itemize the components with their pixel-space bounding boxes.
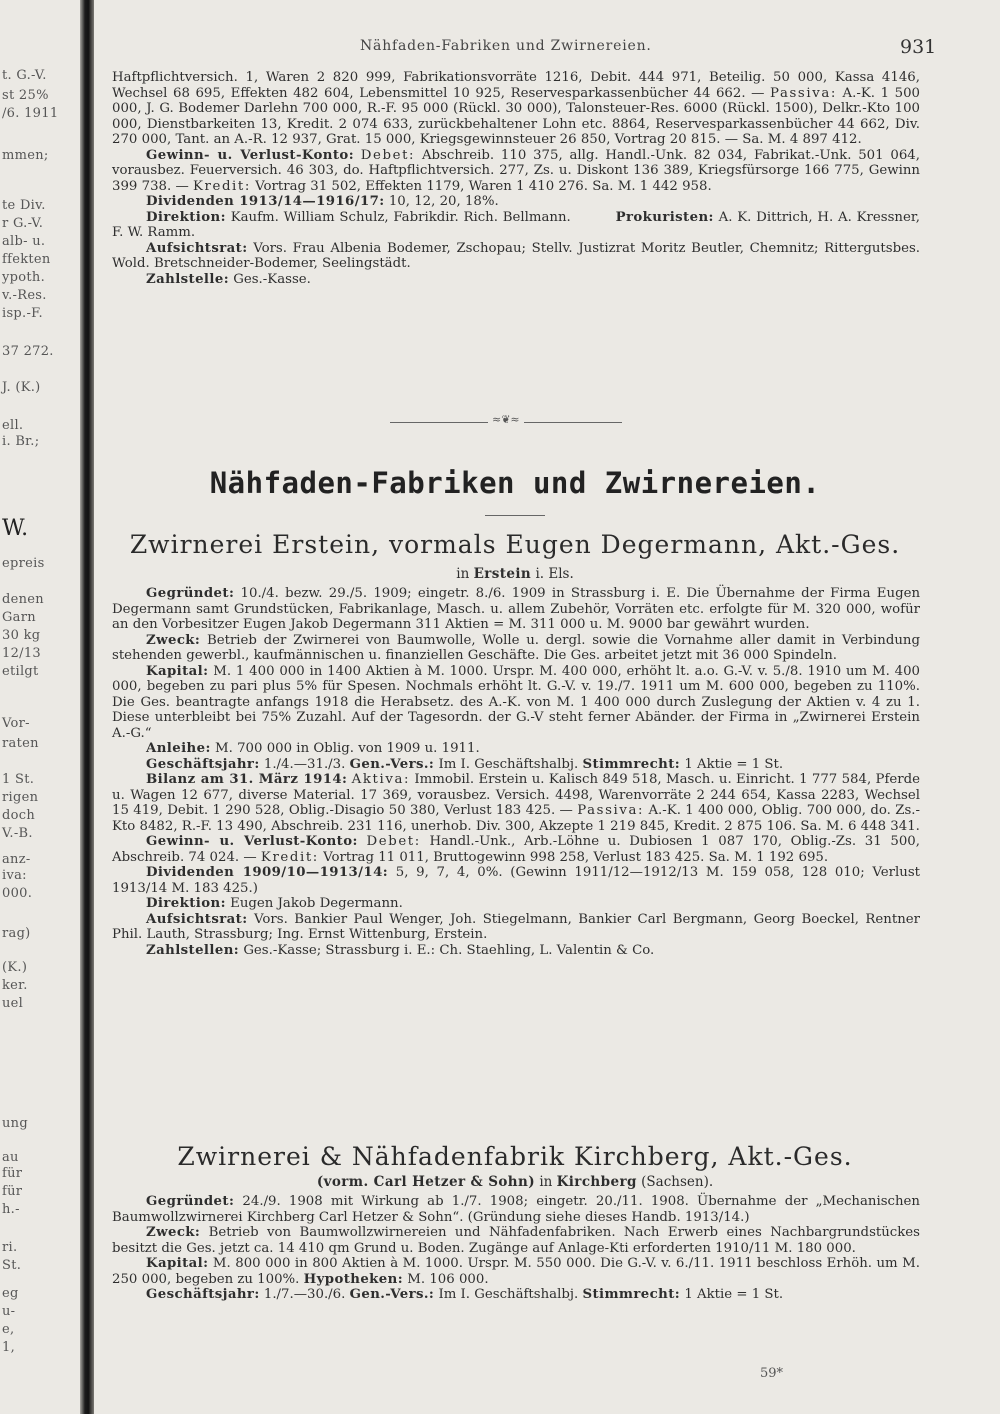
gutter-fragment: Garn — [2, 610, 36, 625]
general-meeting-text: Im I. Geschäftshalbj. — [438, 1287, 579, 1302]
signature-mark: 59* — [760, 1366, 784, 1381]
gutter-fragment: denen — [2, 592, 44, 607]
gutter-fragment: 1 St. — [2, 772, 35, 787]
paying-agents-text: Ges.-Kasse; Strassburg i. E.: Ch. Staehling, L. Valentin & Co. — [243, 942, 655, 958]
ornament-icon: ≈❦≈ — [492, 413, 520, 426]
gutter-fragment: rag) — [2, 926, 31, 941]
ornament-rule-right — [524, 422, 622, 423]
gutter-fragment: eg — [2, 1286, 19, 1301]
supervisory-board-label: Aufsichtsrat: — [146, 911, 248, 927]
gutter-fragment: v.-Res. — [2, 288, 47, 303]
paying-agent-text: Ges.-Kasse. — [233, 271, 311, 287]
gutter-fragment: ung — [2, 1116, 28, 1131]
gutter-fragment: isp.-F. — [2, 306, 43, 321]
capital-label: Kapital: — [146, 1256, 209, 1271]
gutter-fragment: au — [2, 1150, 19, 1165]
purpose-text: Betrieb der Zwirnerei von Baumwolle, Wolle u. dergl. sowie die Vornahme aller damit in Verbindung stehenden gewerbl., kaufmännischen u. finanziellen Geschäfte. Die Ges. arbeitet jetzt mit 36 000 Spindeln. — [112, 632, 921, 663]
short-rule — [485, 515, 545, 516]
founded-text: 24./9. 1908 mit Wirkung ab 1./7. 1908; eingetr. 20./11. 1908. Übernahme der „Mechanischen Baumwollzwirnerei Kirchberg Carl Hetzer & Sohn“. (Gründung siehe dieses Handb. 1913/14.) — [112, 1194, 920, 1225]
purpose-text: Betrieb von Baumwollzwirnereien und Nähfadenfabriken. Nach Erwerb eines Nachbargrundstückes besitzt die Ges. jetzt ca. 14 410 qm Grund u. Boden. Zugänge auf Anlage-Kti erforderten 1910/11 M. 180 000. — [112, 1225, 921, 1256]
gutter-fragment: ypoth. — [2, 270, 46, 285]
voting-right-text: 1 Aktie = 1 St. — [684, 1287, 784, 1302]
gutter-fragment: alb- u. — [2, 234, 46, 249]
fiscal-year-label: Geschäftsjahr: — [146, 1287, 260, 1302]
ornament-rule-left — [390, 422, 488, 423]
gutter-fragment: raten — [2, 736, 39, 751]
company-1-entry — [112, 586, 920, 958]
management-text: Eugen Jakob Degermann. — [230, 896, 403, 911]
dividends-label: Dividenden 1913/14—1916/17: — [146, 194, 385, 209]
passiva-label: Passiva: — [770, 85, 837, 101]
credit-text: Vortrag 31 502, Effekten 1179, Waren 1 410 276. Sa. M. 1 442 958. — [255, 178, 712, 194]
gutter-fragment: V.-B. — [2, 826, 33, 841]
procurists-text: A. K. Dittrich, H. A. Kressner, F. W. Ramm. — [112, 209, 920, 240]
gutter-fragment: ffekten — [2, 252, 51, 267]
loan-text: M. 700 000 in Oblig. von 1909 u. 1911. — [215, 741, 480, 756]
gutter-fragment: St. — [2, 1258, 22, 1273]
loan-label: Anleihe: — [146, 741, 211, 756]
gutter-fragment: e, — [2, 1322, 15, 1337]
procurists-label: Prokuristen: — [615, 209, 714, 225]
company-1-name: Zwirnerei Erstein, vormals Eugen Degermann, Akt.-Ges. — [129, 530, 901, 559]
gutter-fragment: doch — [2, 808, 36, 823]
supervisory-board-text: Vors. Bankier Paul Wenger, Joh. Stiegelmann, Bankier Carl Bergmann, Georg Boeckel, Rentner Phil. Lauth, Strassburg; Ing. Ernst Wittenburg, Erstein. — [112, 911, 920, 942]
gutter-fragment: 000. — [2, 886, 33, 901]
company-2-former-name: (vorm. Carl Hetzer & Sohn) — [316, 1174, 536, 1190]
company-2-city: Kirchberg — [556, 1174, 637, 1190]
gutter-fragment: für — [2, 1166, 23, 1181]
paying-agents-label: Zahlstellen: — [146, 942, 240, 958]
capital-text: M. 1 400 000 in 1400 Aktien à M. 1000. Urspr. M. 400 000, erhöht lt. a.o. G.-V. v. 5./8. 1910 um M. 400 000, begeben zu pari plus 5% für Spesen. Nochmals erhöht lt. G.-V. v. 19./7. 1911 um M. 600 000, begeben zu 110%. Die Ges. beantragte anfangs 1918 die Herabsetz. des A.-K. von M. 1 400 000 durch Zuslegung der Aktien v. 4 zu 1. Diese unterbleibt bei 75% Zuzahl. Auf der Tagesordn. der G.-V steht ferner Abänder. der Firma in „Zwirnerei Erstein A.-G.“ — [112, 663, 920, 741]
founded-text: 10./4. bezw. 29./5. 1909; eingetr. 8./6. 1909 in Strassburg i. E. Die Übernahme der Firma Eugen Degermann samt Grundstücken, Fabrikanlage, Masch. u. allem Zubehör, Vorräten etc. erfolgte für M. 320 000, wofür an den Vorbesitzer Eugen Jakob Degermann 311 Aktien = M. 311 000 u. M. 9000 bar gewährt wurden. — [112, 586, 921, 632]
gutter-fragment: ri. — [2, 1240, 18, 1255]
company-1-location: in Erstein i. Els. — [456, 566, 574, 582]
balance-liabilities: A.-K. 1 500 000, J. G. Bodemer Darlehn 700 000, R.-F. 95 000 (Rückl. 30 000), Talonsteuer-Res. 6000 (Rückl. 1500), Delkr.-Kto 100 000, Dienstbarkeiten 13, Kredit. 2 074 633, zurückbehaltener Lohn etc. 8864, Reservesparkassenbücher 44 662, Div. 270 000, Tant. an A.-R. 12 937, Grat. 15 000, Kriegsgewinnsteuer 26 850, Vortrag 20 815. — Sa. M. 4 897 412. — [112, 85, 920, 147]
credit-label: Kredit: — [192, 178, 251, 194]
balance-assets: Haftpflichtversich. 1, Waren 2 820 999, Fabrikationsvorräte 1216, Debit. 444 971, Beteilig. 50 000, Kassa 4146, Wechsel 68 695, Effekten 482 604, Lebensmittel 10 925, Reservesparkassenbücher 44 662. — — [112, 70, 920, 101]
debit-text: Handl.-Unk., Arb.-Löhne u. Dubiosen 1 087 170, Oblig.-Zs. 31 500, Abschreib. 74 024. — — [112, 834, 920, 865]
mortgages-text: M. 106 000. — [407, 1271, 489, 1287]
liabilities-label: Passiva: — [577, 803, 645, 818]
gutter-fragment: 1, — [2, 1340, 16, 1355]
gutter-fragment: mmen; — [2, 148, 49, 163]
gutter-fragment: 37 272. — [2, 344, 54, 359]
supervisory-board-label: Aufsichtsrat: — [146, 240, 248, 256]
paying-agent-label: Zahlstelle: — [146, 271, 229, 287]
debit-text: Abschreib. 110 375, allg. Handl.-Unk. 82 034, Fabrikat.-Unk. 501 064, vorausbez. Feuerversich. 46 303, do. Haftpflichtversich. 277, Zs. u. Diskont 136 389, Kriegsfürsorge 166 775, Gewinn 399 738. — — [112, 147, 920, 194]
profit-loss-label: Gewinn- u. Verlust-Konto: — [146, 147, 354, 163]
fiscal-year-label: Geschäftsjahr: — [146, 756, 260, 772]
debit-label: Debet: — [360, 147, 416, 163]
credit-label: Kredit: — [260, 849, 319, 865]
capital-text: M. 800 000 in 800 Aktien à M. 1000. Urspr. M. 550 000. Die G.-V. v. 6./11. 1911 beschloss Erhöh. um M. 250 000, begeben zu 100%. — [112, 1256, 920, 1287]
dividends-label: Dividenden 1909/10—1913/14: — [146, 865, 389, 880]
gutter-fragment: rigen — [2, 790, 39, 805]
profit-loss-label: Gewinn- u. Verlust-Konto: — [146, 834, 358, 849]
purpose-label: Zweck: — [146, 1225, 201, 1240]
voting-right-text: 1 Aktie = 1 St. — [684, 756, 784, 772]
gutter-fragment: (K.) — [2, 960, 28, 975]
management-label: Direktion: — [146, 209, 226, 225]
company-2-entry — [112, 1194, 920, 1303]
founded-label: Gegründet: — [146, 586, 235, 601]
company-2-name: Zwirnerei & Nähfadenfabrik Kirchberg, Akt.-Ges. — [177, 1142, 853, 1171]
liabilities-text: A.-K. 1 400 000, Oblig. 700 000, do. Zs.-Kto 8482, R.-F. 13 490, Abschreib. 231 116, unerhob. Div. 300, Akzepte 1 219 845, Kredit. 2 875 106. Sa. M. 6 448 341. — [112, 803, 920, 834]
section-title: Nähfaden-Fabriken und Zwirnereien. — [209, 466, 821, 500]
adjacent-page-gutter — [0, 0, 80, 1414]
gutter-fragment: J. (K.) — [2, 380, 41, 395]
general-meeting-label: Gen.-Vers.: — [349, 1287, 435, 1302]
gutter-fragment: Vor- — [2, 716, 30, 731]
dividends-text: 5, 9, 7, 4, 0%. (Gewinn 1911/12—1912/13 M. 159 058, 128 010; Verlust 1913/14 M. 183 425.) — [112, 865, 920, 896]
gutter-fragment: epreis — [2, 556, 45, 571]
management-text: Kaufm. William Schulz, Fabrikdir. Rich. Bellmann. — [230, 209, 571, 225]
gutter-fragment: st 25% — [2, 88, 49, 103]
general-meeting-label: Gen.-Vers.: — [349, 756, 435, 772]
gutter-fragment: ker. — [2, 978, 28, 993]
gutter-fragment: anz- — [2, 852, 31, 867]
assets-text: Immobil. Erstein u. Kalisch 849 518, Masch. u. Einricht. 1 777 584, Pferde u. Wagen 12 677, diverse Material. 17 369, vorausbez. Versich. 4498, Warenvorräte 2 244 654, Kassa 2283, Wechsel 15 419, Debit. 1 290 528, Oblig.-Disagio 50 380, Verlust 183 425. — — [112, 772, 920, 818]
gutter-fragment: 30 kg — [2, 628, 41, 643]
book-page — [100, 0, 1000, 1414]
gutter-fragment: etilgt — [2, 664, 39, 679]
previous-entry-continuation — [112, 70, 920, 287]
voting-right-label: Stimmrecht: — [582, 756, 681, 772]
gutter-fragment: h.- — [2, 1202, 20, 1217]
credit-text: Vortrag 11 011, Bruttogewinn 998 258, Verlust 183 425. Sa. M. 1 192 695. — [323, 849, 829, 865]
gutter-fragment: /6. 1911 — [2, 106, 59, 121]
gutter-fragment: W. — [2, 516, 29, 541]
fiscal-year-text: 1./4.—31./3. — [263, 756, 346, 772]
general-meeting-text: Im I. Geschäftshalbj. — [438, 756, 579, 772]
assets-label: Aktiva: — [351, 772, 411, 787]
page-fold-shadow — [80, 0, 94, 1414]
gutter-fragment: t. G.-V. — [2, 68, 47, 83]
capital-label: Kapital: — [146, 663, 209, 679]
gutter-fragment: uel — [2, 996, 24, 1011]
management-label: Direktion: — [146, 896, 226, 911]
gutter-fragment: te Div. — [2, 198, 46, 213]
founded-label: Gegründet: — [146, 1194, 235, 1209]
mortgages-label: Hypotheken: — [303, 1271, 404, 1287]
company-1-city: Erstein — [473, 566, 532, 582]
gutter-fragment: i. Br.; — [2, 434, 40, 449]
voting-right-label: Stimmrecht: — [582, 1287, 681, 1302]
gutter-fragment: r G.-V. — [2, 216, 44, 231]
dividends-text: 10, 12, 20, 18%. — [388, 194, 499, 209]
gutter-fragment: iva: — [2, 868, 27, 883]
fiscal-year-text: 1./7.—30./6. — [263, 1287, 346, 1302]
debit-label: Debet: — [366, 834, 421, 849]
page-number: 931 — [900, 36, 937, 58]
gutter-fragment: für — [2, 1184, 23, 1199]
running-header: Nähfaden-Fabriken und Zwirnereien. — [360, 38, 652, 54]
company-2-location: (vorm. Carl Hetzer & Sohn) in Kirchberg (Sachsen). — [316, 1174, 714, 1190]
balance-label: Bilanz am 31. März 1914: — [146, 772, 348, 787]
gutter-fragment: 12/13 — [2, 646, 41, 661]
gutter-fragment: u- — [2, 1304, 16, 1319]
supervisory-board-text: Vors. Frau Albenia Bodemer, Zschopau; Stellv. Justizrat Moritz Beutler, Chemnitz; Rittergutsbes. Wold. Bretschneider-Bodemer, Seelingstädt. — [112, 240, 920, 271]
gutter-fragment: ell. — [2, 418, 24, 433]
purpose-label: Zweck: — [146, 632, 201, 648]
